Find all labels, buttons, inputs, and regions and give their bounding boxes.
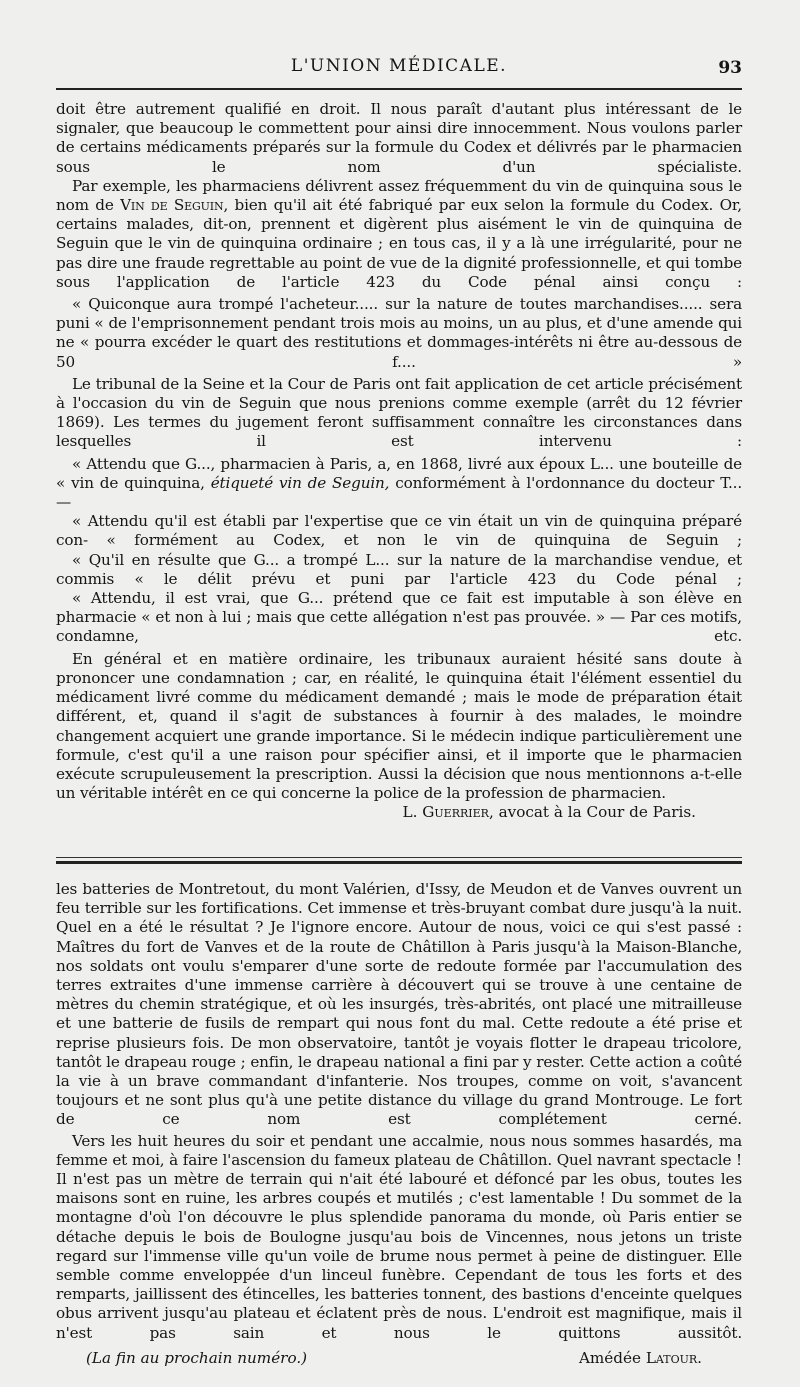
paragraph-5: les batteries de Montretout, du mont Valérien, d'Issy, de Meudon et de Vanves ouvrent un feu terrible sur les fortifications. Cet immense et très-bruyant combat dure jusqu'à la nuit. Quel en a été le résultat ? Je l'ignore encore. Autour de nous, voici ce qui s'est passé : Maîtres du fort de Vanves et de la route de Châtillon à Paris jusqu'à la Maison-Blanche, nos soldats ont voulu s'emparer d'une sorte de redoute formée par l'accumulation des terres extraites d'une immense carrière à découvert qui se trouve à une centaine de mètres du chemin stratégique, et où les insurgés, très-abrités, ont placé une mitrailleuse et une batterie de fusils de rempart qui nous font du mal. Cette redoute a été prise et reprise plusieurs fois. De mon observatoire, tantôt je voyais flotter le drapeau tricolore, tantôt le drapeau rouge ; enfin, le drapeau national a fini par y rester. Cette action a coûté la vie à un brave commandant d'infanterie. Nos troupes, comme on voit, s'avancent toujours et ne sont plus qu'à une petite distance du village du grand Montrouge. Le fort de ce nom est complétement cerné. bbox=[56, 880, 742, 1129]
article-author-last: Latour. bbox=[645, 1348, 702, 1367]
quote-attendu-4: « Attendu, il est vrai, que G... prétend que ce fait est imputable à son élève en pharmacie « et non à lui ; mais que cette allégation n'est pas prouvée. » — Par ces motifs, condamne, etc. bbox=[56, 589, 742, 646]
section-rule-thin bbox=[56, 857, 742, 858]
article-author-first: Amédée bbox=[578, 1348, 646, 1367]
continued-note: (La fin au prochain numéro.) bbox=[86, 1348, 308, 1367]
quote-attendu-2: « Attendu qu'il est établi par l'expertise que ce vin était un vin de quinquina préparé con- « formément au Codex, et non le vin de quinquina de Seguin ; bbox=[56, 512, 742, 550]
paragraph-4: En général et en matière ordinaire, les tribunaux auraient hésité sans doute à prononcer une condamnation ; car, en réalité, le quinquina était l'élément essentiel du médicament livré comme du médicament demandé ; mais le mode de préparation était différent, et, quand il s'agit de substances à fournir à des malades, le moindre changement acquiert une grande importance. Si le médecin indique particulièrement une formule, c'est qu'il a une raison pour spécifier ainsi, et il importe que le pharmacien exécute scrupuleusement la prescription. Aussi la décision que nous mentionnons a-t-elle un véritable intérêt en ce qui concerne la police de la profession de pharmacien. bbox=[56, 649, 742, 803]
paragraph-2-text-a: Par exemple, les pharmaciens délivrent assez fréquemment du vin de quinquina sous le nom de bbox=[56, 176, 742, 215]
upper-article bbox=[56, 100, 742, 823]
section-rule-thick bbox=[56, 861, 742, 864]
lower-article bbox=[56, 880, 742, 1368]
author-signature bbox=[56, 803, 742, 822]
paragraph-2-text-b: , bien qu'il ait été fabriqué par eux selon la formule du Codex. Or, certains malades, dit-on, prennent et digèrent plus aisément le vin de quinquina de Seguin que le vin de quinquina ordinaire ; en tous cas, il y a là une irrégularité, pour ne pas dire une fraude regrettable au point de vue de la dignité professionnelle, et qui tombe sous l'application de l'article 423 du Code pénal ainsi conçu : bbox=[56, 196, 742, 291]
page-header bbox=[56, 56, 742, 86]
signature-name: Guerrier bbox=[422, 803, 489, 822]
quote-code-penal: « Quiconque aura trompé l'acheteur..... sur la nature de toutes marchandises..... sera puni « de l'emprisonnement pendant trois mois au moins, un au plus, et d'une amende qui ne « pourra excéder le quart des restitutions et dommages-intérêts ni être au-dessous de 50 f.... » bbox=[56, 295, 742, 371]
paragraph-2 bbox=[56, 177, 742, 292]
quote-attendu-1-text-b: conformément à l'ordonnance du docteur T... — bbox=[56, 473, 742, 512]
quote-attendu-1-text-a: « Attendu que G..., pharmacien à Paris, a, en 1868, livré aux époux L... une bouteille de « vin de quinquina, bbox=[56, 454, 742, 492]
quote-attendu-1-italic: étiqueté vin de Seguin, bbox=[210, 473, 390, 492]
quote-attendu-1 bbox=[56, 455, 742, 513]
vin-de-seguin-name: Vin de Seguin bbox=[120, 196, 224, 215]
signature-initial: L. bbox=[402, 803, 423, 822]
header-rule bbox=[56, 88, 742, 90]
paragraph-1: doit être autrement qualifié en droit. Il nous paraît d'autant plus intéressant de le signaler, que beaucoup le commettent pour ainsi dire innocemment. Nous voulons parler de certains médicaments préparés sur la formule du Codex et délivrés par le pharmacien sous le nom d'un spécialiste. bbox=[56, 100, 742, 176]
paragraph-3: Le tribunal de la Seine et la Cour de Paris ont fait application de cet article précisément à l'occasion du vin de Seguin que nous prenions comme exemple (arrêt du 12 février 1869). Les termes du jugement feront suffisamment connaître les circonstances dans lesquelles il est intervenu : bbox=[56, 374, 742, 451]
quote-attendu-3: « Qu'il en résulte que G... a trompé L... sur la nature de la marchandise vendue, et commis « le délit prévu et puni par l'article 423 du Code pénal ; bbox=[56, 550, 742, 588]
paragraph-6: Vers les huit heures du soir et pendant une accalmie, nous nous sommes hasardés, ma femme et moi, à faire l'ascension du fameux plateau de Châtillon. Quel navrant spectacle ! Il n'est pas un mètre de terrain qui n'ait été labouré et défoncé par les obus, toutes les maisons sont en ruine, les arbres coupés et mutilés ; c'est lamentable ! Du sommet de la montagne d'où l'on découvre le plus splendide panorama du monde, où Paris entier se détache depuis le bois de Boulogne jusqu'au bois de Vincennes, nous jetons un triste regard sur l'immense ville qu'un voile de brume nous permet à peine de distinguer. Elle semble comme enveloppée d'un linceul funèbre. Cependant de tous les forts et des remparts, jaillissent des étincelles, les batteries tonnent, des bastions d'enceinte quelques obus arrivent jusqu'au plateau et éclatent près de nous. L'endroit est magnifique, mais il n'est pas sain et nous le quittons aussitôt. bbox=[56, 1131, 742, 1342]
page-number: 93 bbox=[718, 58, 742, 78]
signature-title: , avocat à la Cour de Paris. bbox=[488, 803, 696, 822]
running-title: L'UNION MÉDICALE. bbox=[290, 56, 508, 76]
article-author bbox=[579, 1349, 702, 1368]
article-footer bbox=[56, 1349, 742, 1368]
